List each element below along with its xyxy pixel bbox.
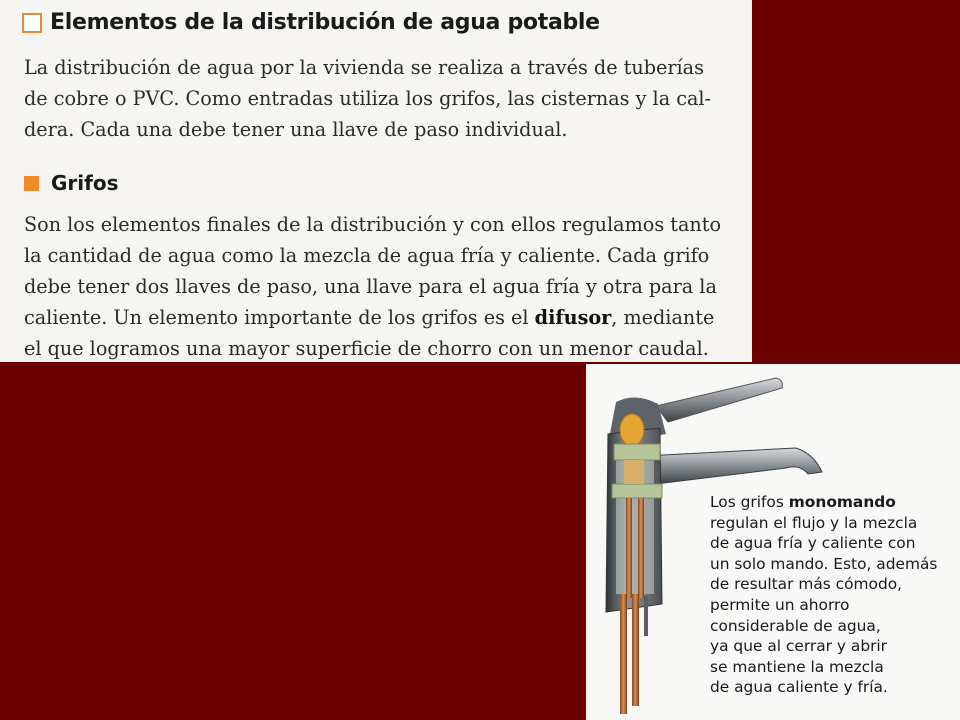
section-title: Elementos de la distribución de agua potable: [50, 10, 600, 35]
bold-term: monomando: [788, 493, 896, 511]
paragraph-line: debe tener dos llaves de paso, una llave para el agua fría y otra para la: [24, 275, 717, 298]
paragraph-line: el que logramos una mayor superficie de chorro con un menor caudal.: [24, 337, 709, 360]
caption-line: de resultar más cómodo,: [710, 575, 903, 594]
text-panel: [0, 0, 752, 362]
caption-line: de agua caliente y fría.: [710, 678, 888, 697]
intro-line: dera. Cada una debe tener una llave de paso individual.: [24, 118, 568, 141]
section-checkbox-icon: [22, 13, 42, 33]
caption-line: considerable de agua,: [710, 616, 881, 635]
caption-line: [710, 492, 955, 513]
text-fragment: caliente. Un elemento importante de los grifos es el: [24, 306, 535, 329]
subsection-header: [24, 171, 118, 195]
text-fragment: Los grifos: [710, 493, 789, 511]
paragraph-line: la cantidad de agua como la mezcla de agua fría y caliente. Cada grifo: [24, 244, 710, 267]
bold-term: difusor: [534, 306, 612, 329]
intro-line: de cobre o PVC. Como entradas utiliza los grifos, las cisternas y la cal-: [24, 87, 712, 110]
caption-line: de agua fría y caliente con: [710, 534, 916, 553]
intro-line: La distribución de agua por la vivienda se realiza a través de tuberías: [24, 56, 704, 79]
text-fragment: , mediante: [611, 306, 715, 329]
caption-line: un solo mando. Esto, además: [710, 554, 938, 573]
caption-line: ya que al cerrar y abrir: [710, 637, 888, 656]
figure-panel: [586, 364, 960, 720]
caption-line: permite un ahorro: [710, 595, 850, 614]
subsection-title: Grifos: [51, 171, 119, 195]
section-header: [22, 10, 600, 35]
grifos-paragraph: [24, 209, 744, 364]
intro-paragraph: [24, 52, 744, 145]
figure-caption: [710, 492, 955, 698]
caption-line: regulan el flujo y la mezcla: [710, 513, 918, 532]
caption-line: se mantiene la mezcla: [710, 657, 884, 676]
paragraph-line: Son los elementos finales de la distribución y con ellos regulamos tanto: [24, 213, 722, 236]
orange-square-icon: [24, 176, 39, 191]
paragraph-line: [24, 306, 714, 329]
